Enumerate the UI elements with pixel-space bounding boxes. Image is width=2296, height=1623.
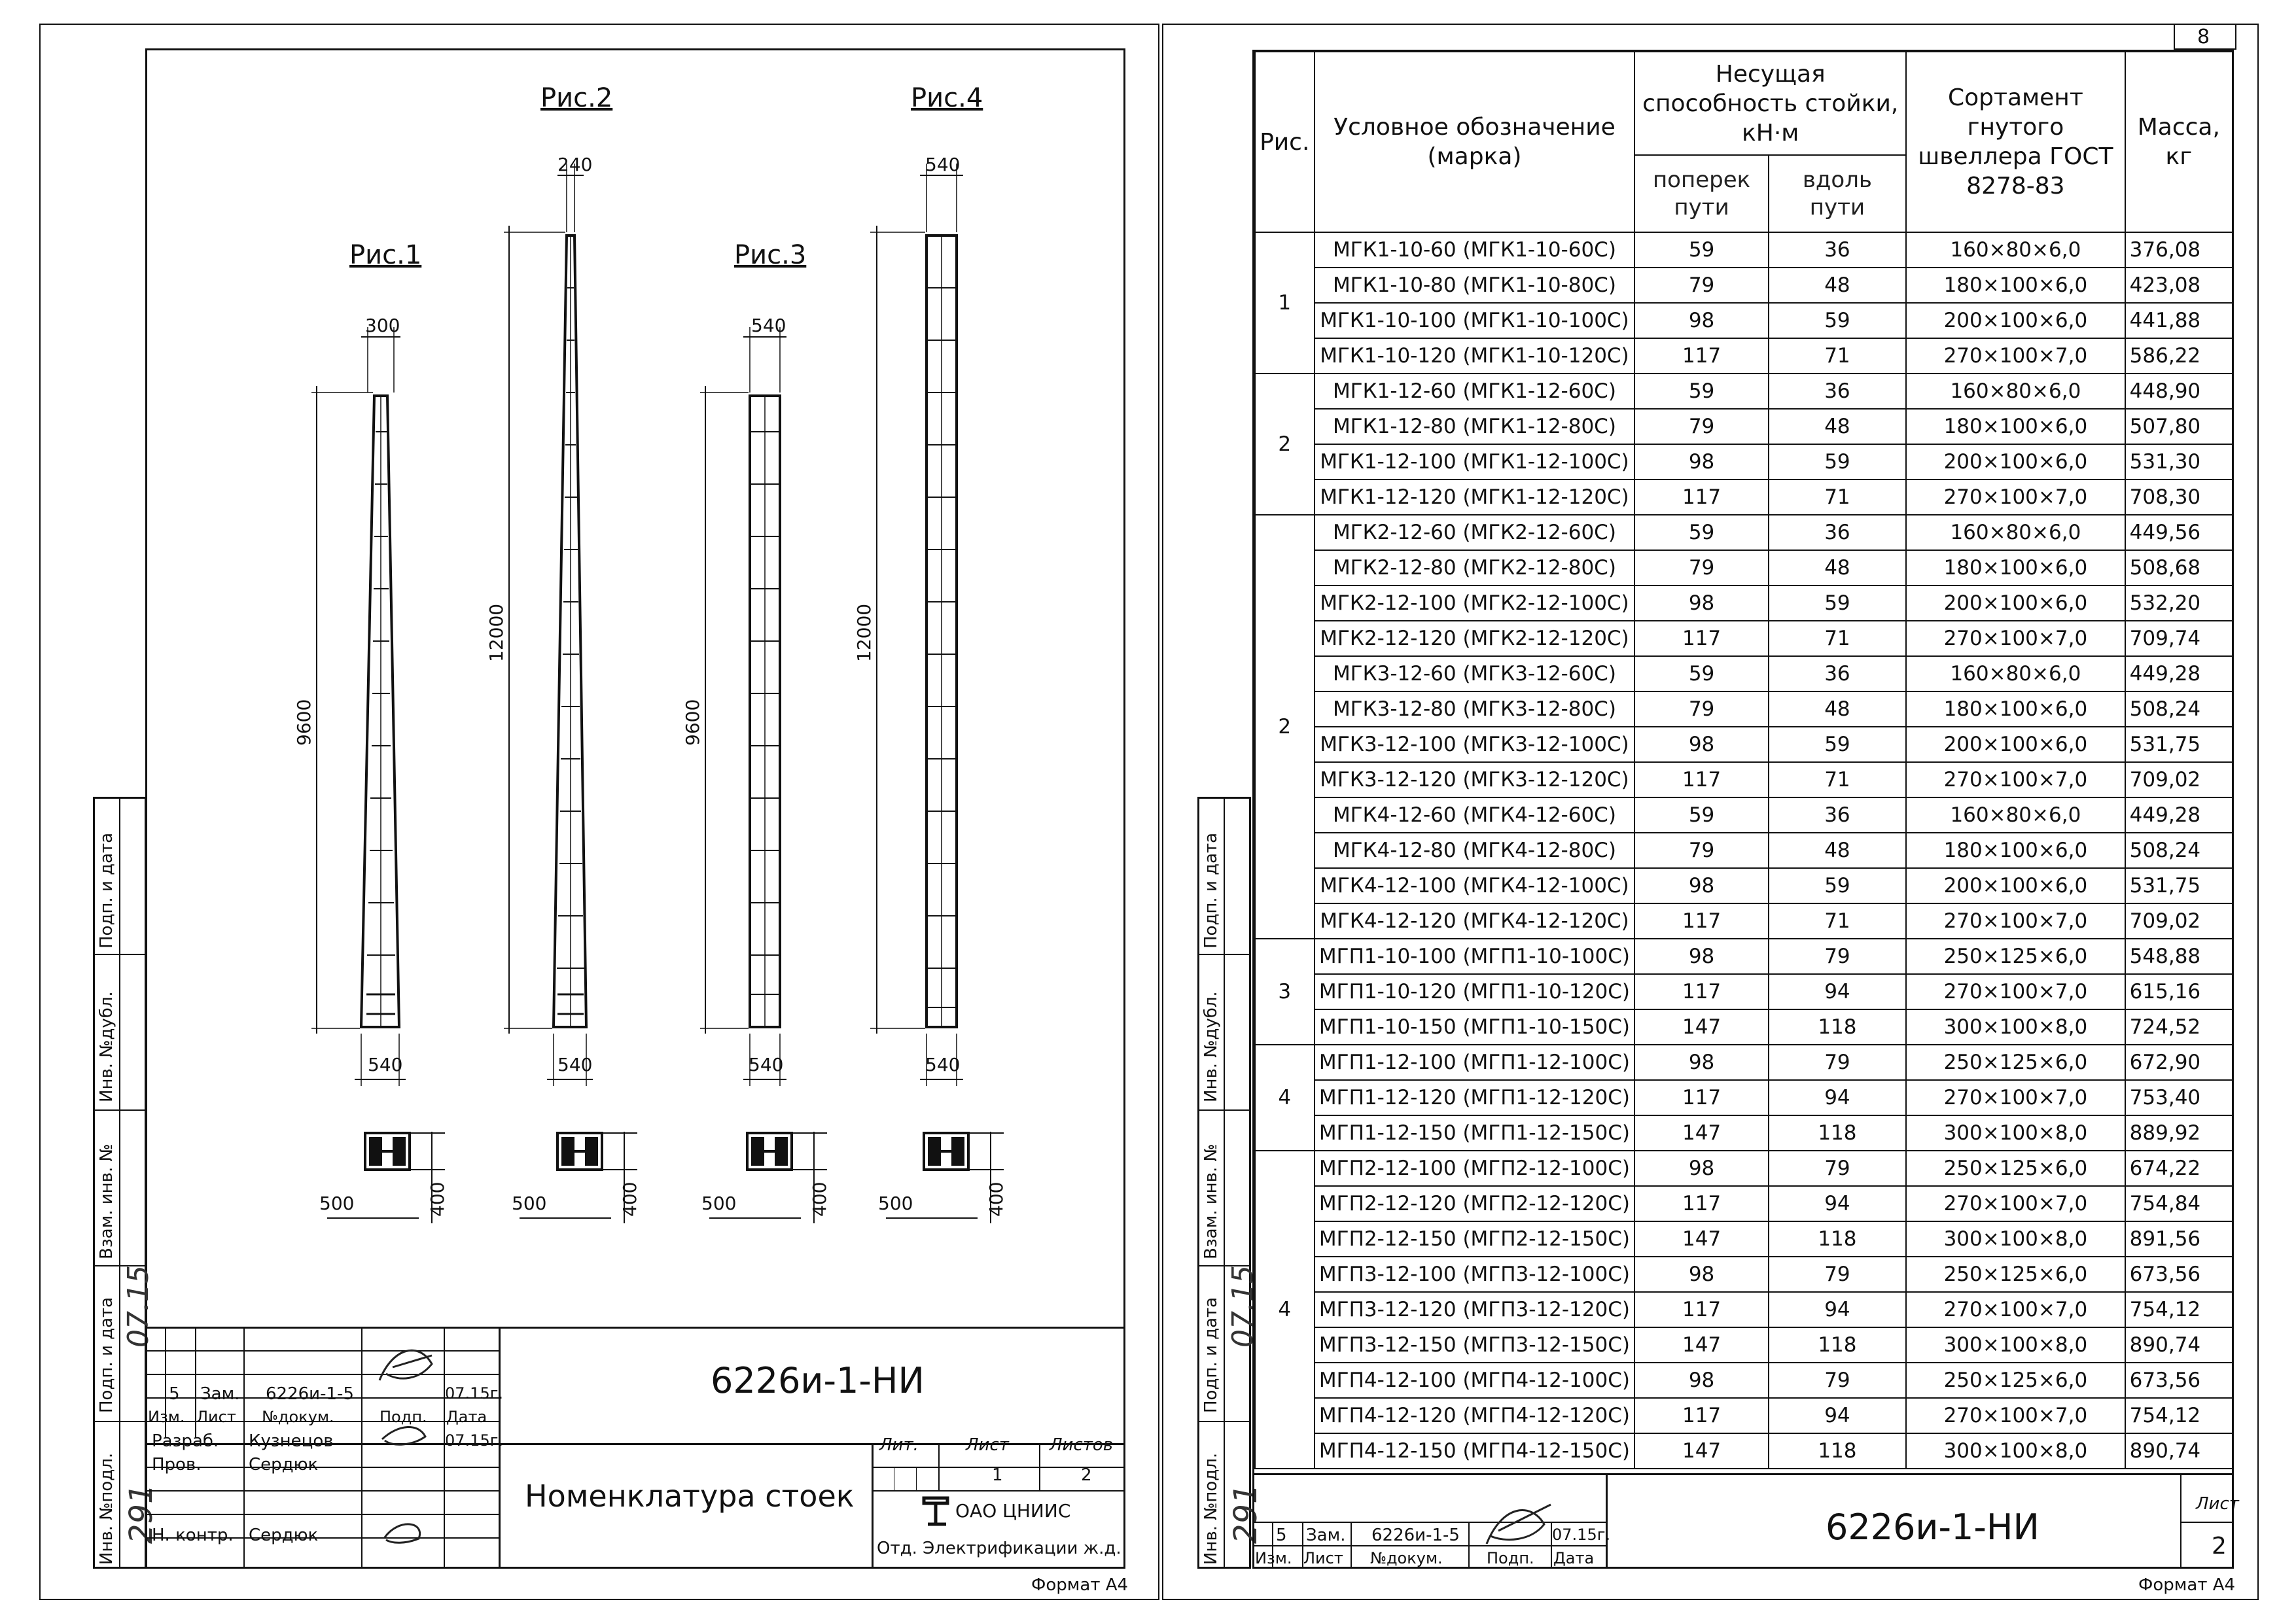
- mark-cell: МГП4-12-120 (МГП4-12-120С): [1315, 1398, 1635, 1433]
- mass-cell: 615,16: [2125, 974, 2233, 1009]
- mass-cell: 891,56: [2125, 1221, 2233, 1257]
- across-capacity-cell: 117: [1634, 974, 1768, 1009]
- mass-cell: 754,84: [2125, 1186, 2233, 1221]
- along-capacity-cell: 59: [1769, 303, 1906, 338]
- across-capacity-cell: 98: [1634, 1363, 1768, 1398]
- across-capacity-cell: 147: [1634, 1327, 1768, 1363]
- across-capacity-cell: 98: [1634, 303, 1768, 338]
- along-capacity-cell: 94: [1769, 1080, 1906, 1115]
- mark-cell: МГК2-12-80 (МГК2-12-80С): [1315, 550, 1635, 585]
- mark-cell: МГК3-12-100 (МГК3-12-100С): [1315, 727, 1635, 762]
- profile-cell: 270×100×7,0: [1906, 621, 2125, 656]
- across-capacity-cell: 79: [1634, 409, 1768, 444]
- right-doc-code: 6226и-1-НИ: [1826, 1507, 2040, 1548]
- across-capacity-cell: 117: [1634, 1080, 1768, 1115]
- along-capacity-cell: 118: [1769, 1221, 1906, 1257]
- fig3-top-width: 540: [751, 315, 786, 336]
- profile-cell: 300×100×8,0: [1906, 1115, 2125, 1151]
- across-capacity-cell: 117: [1634, 762, 1768, 797]
- mass-cell: 890,74: [2125, 1327, 2233, 1363]
- left-rev-zam: Зам.: [200, 1384, 240, 1404]
- handwritten-date: 07.15: [122, 1265, 155, 1348]
- left-hdr-docnum: №докум.: [262, 1408, 334, 1426]
- across-capacity-cell: 59: [1634, 374, 1768, 409]
- across-capacity-cell: 98: [1634, 1257, 1768, 1292]
- fig4-section-w: 500: [878, 1193, 913, 1214]
- mass-cell: 441,88: [2125, 303, 2233, 338]
- mass-cell: 673,56: [2125, 1257, 2233, 1292]
- fig2-top-width: 240: [557, 154, 593, 175]
- across-capacity-cell: 117: [1634, 1292, 1768, 1327]
- profile-cell: 250×125×6,0: [1906, 1257, 2125, 1292]
- mark-cell: МГП1-10-100 (МГП1-10-100С): [1315, 939, 1635, 974]
- along-capacity-cell: 71: [1769, 480, 1906, 515]
- figure-4-label: Рис.4: [911, 83, 983, 113]
- profile-cell: 270×100×7,0: [1906, 762, 2125, 797]
- fig4-top-width: 540: [925, 154, 961, 175]
- along-capacity-cell: 94: [1769, 1398, 1906, 1433]
- mass-cell: 586,22: [2125, 338, 2233, 374]
- fig-number-cell: 4: [1255, 1045, 1315, 1151]
- mass-cell: 548,88: [2125, 939, 2233, 974]
- along-capacity-cell: 94: [1769, 1292, 1906, 1327]
- across-capacity-cell: 117: [1634, 621, 1768, 656]
- header-fig: Рис.: [1255, 52, 1315, 232]
- mark-cell: МГК1-10-80 (МГК1-10-80С): [1315, 268, 1635, 303]
- mass-cell: 724,52: [2125, 1009, 2233, 1045]
- along-capacity-cell: 71: [1769, 338, 1906, 374]
- left-hdr-podp: Подп.: [380, 1408, 427, 1426]
- right-hdr-podp: Подп.: [1487, 1549, 1534, 1567]
- mark-cell: МГК4-12-80 (МГК4-12-80С): [1315, 833, 1635, 868]
- profile-cell: 180×100×6,0: [1906, 409, 2125, 444]
- profile-cell: 200×100×6,0: [1906, 444, 2125, 480]
- mass-cell: 532,20: [2125, 585, 2233, 621]
- right-rev-date: 07.15г.: [1552, 1526, 1610, 1544]
- across-capacity-cell: 147: [1634, 1433, 1768, 1469]
- fig1-section-h: 400: [427, 1181, 448, 1217]
- mark-cell: МГП1-10-120 (МГП1-10-120С): [1315, 974, 1635, 1009]
- profile-cell: 250×125×6,0: [1906, 1151, 2125, 1186]
- fig-number-cell: 2: [1255, 374, 1315, 515]
- mass-cell: 672,90: [2125, 1045, 2233, 1080]
- profile-cell: 250×125×6,0: [1906, 1363, 2125, 1398]
- fig4-section-h: 400: [985, 1181, 1007, 1217]
- mass-cell: 448,90: [2125, 374, 2233, 409]
- side-label-dup-inv: Инв. №дубл.: [97, 991, 116, 1102]
- profile-cell: 300×100×8,0: [1906, 1433, 2125, 1469]
- mark-cell: МГК1-10-120 (МГК1-10-120С): [1315, 338, 1635, 374]
- across-capacity-cell: 59: [1634, 515, 1768, 550]
- left-rev-doc: 6226и-1-5: [266, 1384, 354, 1404]
- left-doc-code: 6226и-1-НИ: [711, 1360, 925, 1401]
- right-hdr-izm: Изм.: [1255, 1549, 1292, 1567]
- left-razrab-role: Разраб.: [152, 1431, 219, 1451]
- fig-number-cell: 4: [1255, 1151, 1315, 1469]
- along-capacity-cell: 36: [1769, 232, 1906, 268]
- profile-cell: 160×80×6,0: [1906, 656, 2125, 691]
- header-across: поперек пути: [1634, 155, 1768, 232]
- mark-cell: МГК4-12-120 (МГК4-12-120С): [1315, 903, 1635, 939]
- mark-cell: МГК2-12-60 (МГК2-12-60С): [1315, 515, 1635, 550]
- profile-cell: 270×100×7,0: [1906, 903, 2125, 939]
- header-mark: Условное обозначение (марка): [1315, 52, 1635, 232]
- along-capacity-cell: 118: [1769, 1115, 1906, 1151]
- mark-cell: МГК1-12-60 (МГК1-12-60С): [1315, 374, 1635, 409]
- left-hdr-data: Дата: [446, 1408, 487, 1426]
- across-capacity-cell: 59: [1634, 797, 1768, 833]
- fig1-height: 9600: [293, 699, 315, 746]
- mark-cell: МГК3-12-120 (МГК3-12-120С): [1315, 762, 1635, 797]
- across-capacity-cell: 98: [1634, 868, 1768, 903]
- mark-cell: МГК1-10-100 (МГК1-10-100С): [1315, 303, 1635, 338]
- mark-cell: МГП1-12-120 (МГП1-12-120С): [1315, 1080, 1635, 1115]
- mass-cell: 531,75: [2125, 727, 2233, 762]
- profile-cell: 200×100×6,0: [1906, 868, 2125, 903]
- fig3-section-h: 400: [809, 1181, 830, 1217]
- left-format: Формат А4: [1031, 1575, 1129, 1595]
- right-hdr-list: Лист: [1303, 1549, 1343, 1567]
- left-prov-name: Сердюк: [249, 1455, 319, 1475]
- right-rev-zam: Зам.: [1306, 1526, 1346, 1545]
- profile-cell: 180×100×6,0: [1906, 833, 2125, 868]
- figure-3-label: Рис.3: [734, 240, 807, 270]
- across-capacity-cell: 79: [1634, 550, 1768, 585]
- along-capacity-cell: 59: [1769, 727, 1906, 762]
- along-capacity-cell: 71: [1769, 762, 1906, 797]
- profile-cell: 300×100×8,0: [1906, 1327, 2125, 1363]
- right-hdr-docnum: №докум.: [1370, 1549, 1443, 1567]
- profile-cell: 180×100×6,0: [1906, 550, 2125, 585]
- along-capacity-cell: 79: [1769, 1045, 1906, 1080]
- left-hdr-list: Лист: [196, 1408, 236, 1426]
- figure-2-label: Рис.2: [540, 83, 613, 113]
- across-capacity-cell: 98: [1634, 1151, 1768, 1186]
- along-capacity-cell: 118: [1769, 1009, 1906, 1045]
- profile-cell: 200×100×6,0: [1906, 727, 2125, 762]
- fig3-height: 9600: [682, 699, 703, 746]
- along-capacity-cell: 94: [1769, 1186, 1906, 1221]
- mark-cell: МГК1-12-100 (МГК1-12-100С): [1315, 444, 1635, 480]
- mark-cell: МГК1-12-120 (МГК1-12-120С): [1315, 480, 1635, 515]
- profile-cell: 250×125×6,0: [1906, 939, 2125, 974]
- along-capacity-cell: 79: [1769, 1363, 1906, 1398]
- across-capacity-cell: 98: [1634, 1045, 1768, 1080]
- fig2-base-width: 540: [557, 1054, 593, 1075]
- profile-cell: 270×100×7,0: [1906, 338, 2125, 374]
- along-capacity-cell: 71: [1769, 621, 1906, 656]
- mark-cell: МГП2-12-150 (МГП2-12-150С): [1315, 1221, 1635, 1257]
- along-capacity-cell: 48: [1769, 268, 1906, 303]
- along-capacity-cell: 79: [1769, 1151, 1906, 1186]
- left-sheet-label: Лист: [966, 1435, 1009, 1455]
- left-rev-num: 5: [169, 1384, 180, 1404]
- side-label-sign-date-2: Подп. и дата: [97, 1297, 116, 1413]
- mass-cell: 709,02: [2125, 762, 2233, 797]
- mark-cell: МГП4-12-100 (МГП4-12-100С): [1315, 1363, 1635, 1398]
- fig4-base-width: 540: [925, 1054, 961, 1075]
- mass-cell: 508,24: [2125, 691, 2233, 727]
- profile-cell: 160×80×6,0: [1906, 797, 2125, 833]
- mark-cell: МГП4-12-150 (МГП4-12-150С): [1315, 1433, 1635, 1469]
- fig3-section-w: 500: [701, 1193, 737, 1214]
- right-side-label-sign-date: Подп. и дата: [1201, 832, 1221, 949]
- along-capacity-cell: 79: [1769, 939, 1906, 974]
- across-capacity-cell: 147: [1634, 1221, 1768, 1257]
- mass-cell: 531,75: [2125, 868, 2233, 903]
- left-prov-role: Пров.: [152, 1455, 202, 1475]
- along-capacity-cell: 48: [1769, 691, 1906, 727]
- mass-cell: 753,40: [2125, 1080, 2233, 1115]
- left-rev-date: 07.15г.: [445, 1384, 503, 1403]
- mass-cell: 674,22: [2125, 1151, 2233, 1186]
- mark-cell: МГП1-12-100 (МГП1-12-100С): [1315, 1045, 1635, 1080]
- right-rev-doc: 6226и-1-5: [1371, 1526, 1460, 1545]
- across-capacity-cell: 117: [1634, 1398, 1768, 1433]
- fig2-section-h: 400: [619, 1181, 641, 1217]
- profile-cell: 270×100×7,0: [1906, 1080, 2125, 1115]
- mark-cell: МГК1-12-80 (МГК1-12-80С): [1315, 409, 1635, 444]
- across-capacity-cell: 98: [1634, 727, 1768, 762]
- across-capacity-cell: 98: [1634, 585, 1768, 621]
- across-capacity-cell: 147: [1634, 1115, 1768, 1151]
- left-org-name: ОАО ЦНИИС: [955, 1500, 1071, 1522]
- along-capacity-cell: 118: [1769, 1327, 1906, 1363]
- profile-cell: 300×100×8,0: [1906, 1221, 2125, 1257]
- profile-cell: 180×100×6,0: [1906, 691, 2125, 727]
- mass-cell: 449,28: [2125, 797, 2233, 833]
- across-capacity-cell: 59: [1634, 656, 1768, 691]
- mark-cell: МГП3-12-150 (МГП3-12-150С): [1315, 1327, 1635, 1363]
- along-capacity-cell: 48: [1769, 550, 1906, 585]
- mark-cell: МГК2-12-100 (МГК2-12-100С): [1315, 585, 1635, 621]
- left-sheet-title: Номенклатура стоек: [525, 1478, 855, 1514]
- along-capacity-cell: 59: [1769, 585, 1906, 621]
- profile-cell: 160×80×6,0: [1906, 515, 2125, 550]
- along-capacity-cell: 36: [1769, 374, 1906, 409]
- mass-cell: 709,74: [2125, 621, 2233, 656]
- mark-cell: МГК3-12-80 (МГК3-12-80С): [1315, 691, 1635, 727]
- mass-cell: 709,02: [2125, 903, 2233, 939]
- mark-cell: МГП1-12-150 (МГП1-12-150С): [1315, 1115, 1635, 1151]
- fig-number-cell: 1: [1255, 232, 1315, 374]
- along-capacity-cell: 118: [1769, 1433, 1906, 1469]
- across-capacity-cell: 117: [1634, 338, 1768, 374]
- mark-cell: МГК3-12-60 (МГК3-12-60С): [1315, 656, 1635, 691]
- across-capacity-cell: 79: [1634, 833, 1768, 868]
- right-format: Формат А4: [2138, 1575, 2236, 1595]
- right-side-label-orig-inv: Инв. №подл.: [1201, 1452, 1221, 1565]
- profile-cell: 160×80×6,0: [1906, 374, 2125, 409]
- fig1-top-width: 300: [365, 315, 400, 336]
- right-side-label-replace-inv: Взам. инв. №: [1201, 1143, 1221, 1259]
- mark-cell: МГП1-10-150 (МГП1-10-150С): [1315, 1009, 1635, 1045]
- mass-cell: 890,74: [2125, 1433, 2233, 1469]
- right-hdr-data: Дата: [1553, 1549, 1595, 1567]
- left-razrab-date: 07.15г.: [445, 1431, 503, 1450]
- fig2-height: 12000: [486, 603, 507, 662]
- mass-cell: 673,56: [2125, 1363, 2233, 1398]
- right-handwritten-date: 07.15: [1226, 1265, 1260, 1348]
- left-razrab-name: Кузнецов: [249, 1431, 334, 1451]
- profile-cell: 270×100×7,0: [1906, 1292, 2125, 1327]
- mark-cell: МГК1-10-60 (МГК1-10-60С): [1315, 232, 1635, 268]
- mass-cell: 754,12: [2125, 1292, 2233, 1327]
- right-page-number: 8: [2197, 26, 2210, 48]
- profile-cell: 160×80×6,0: [1906, 232, 2125, 268]
- along-capacity-cell: 36: [1769, 797, 1906, 833]
- mass-cell: 508,24: [2125, 833, 2233, 868]
- across-capacity-cell: 147: [1634, 1009, 1768, 1045]
- profile-cell: 270×100×7,0: [1906, 1186, 2125, 1221]
- profile-cell: 200×100×6,0: [1906, 585, 2125, 621]
- right-side-label-dup-inv: Инв. №дубл.: [1201, 991, 1221, 1102]
- left-sheet-number: 1: [992, 1465, 1003, 1485]
- along-capacity-cell: 36: [1769, 656, 1906, 691]
- fig3-base-width: 540: [749, 1054, 784, 1075]
- mass-cell: 449,56: [2125, 515, 2233, 550]
- profile-cell: 180×100×6,0: [1906, 268, 2125, 303]
- across-capacity-cell: 98: [1634, 444, 1768, 480]
- mark-cell: МГП3-12-120 (МГП3-12-120С): [1315, 1292, 1635, 1327]
- across-capacity-cell: 59: [1634, 232, 1768, 268]
- fig4-height: 12000: [853, 603, 875, 662]
- left-lit-label: Лит.: [879, 1435, 919, 1455]
- across-capacity-cell: 117: [1634, 1186, 1768, 1221]
- side-label-replace-inv: Взам. инв. №: [97, 1143, 116, 1259]
- mark-cell: МГК4-12-100 (МГК4-12-100С): [1315, 868, 1635, 903]
- mass-cell: 507,80: [2125, 409, 2233, 444]
- across-capacity-cell: 79: [1634, 268, 1768, 303]
- fig1-base-width: 540: [368, 1054, 403, 1075]
- left-nkontr-name: Сердюк: [249, 1526, 319, 1545]
- header-capacity: Несущая способность стойки, кН·м: [1634, 52, 1906, 155]
- left-nkontr-role: Н. контр.: [152, 1526, 234, 1545]
- profile-cell: 270×100×7,0: [1906, 1398, 2125, 1433]
- across-capacity-cell: 117: [1634, 480, 1768, 515]
- mass-cell: 449,28: [2125, 656, 2233, 691]
- mass-cell: 423,08: [2125, 268, 2233, 303]
- mass-cell: 889,92: [2125, 1115, 2233, 1151]
- profile-cell: 270×100×7,0: [1906, 974, 2125, 1009]
- along-capacity-cell: 71: [1769, 903, 1906, 939]
- along-capacity-cell: 48: [1769, 409, 1906, 444]
- mass-cell: 508,68: [2125, 550, 2233, 585]
- fig1-section-w: 500: [319, 1193, 355, 1214]
- right-sheet-label: Лист: [2196, 1494, 2239, 1514]
- along-capacity-cell: 59: [1769, 868, 1906, 903]
- mass-cell: 376,08: [2125, 232, 2233, 268]
- along-capacity-cell: 36: [1769, 515, 1906, 550]
- right-sheet-number: 2: [2212, 1533, 2227, 1560]
- mass-cell: 754,12: [2125, 1398, 2233, 1433]
- fig2-section-w: 500: [512, 1193, 547, 1214]
- along-capacity-cell: 94: [1769, 974, 1906, 1009]
- left-dept-name: Отд. Электрификации ж.д.: [877, 1539, 1122, 1558]
- side-label-orig-inv: Инв. №подл.: [97, 1452, 116, 1565]
- fig-number-cell: 2: [1255, 515, 1315, 939]
- mark-cell: МГК2-12-120 (МГК2-12-120С): [1315, 621, 1635, 656]
- along-capacity-cell: 79: [1769, 1257, 1906, 1292]
- along-capacity-cell: 48: [1769, 833, 1906, 868]
- header-mass: Масса, кг: [2125, 52, 2233, 232]
- profile-cell: 300×100×8,0: [1906, 1009, 2125, 1045]
- across-capacity-cell: 98: [1634, 939, 1768, 974]
- along-capacity-cell: 59: [1769, 444, 1906, 480]
- header-profile: Сортамент гнутого швеллера ГОСТ 8278-83: [1906, 52, 2125, 232]
- left-hdr-izm: Изм.: [148, 1408, 185, 1426]
- side-label-sign-date: Подп. и дата: [97, 832, 116, 949]
- profile-cell: 270×100×7,0: [1906, 480, 2125, 515]
- profile-cell: 250×125×6,0: [1906, 1045, 2125, 1080]
- handwritten-inv: 291: [123, 1484, 160, 1544]
- profile-cell: 200×100×6,0: [1906, 303, 2125, 338]
- fig-number-cell: 3: [1255, 939, 1315, 1045]
- mark-cell: МГК4-12-60 (МГК4-12-60С): [1315, 797, 1635, 833]
- left-sheets-number: 2: [1081, 1465, 1092, 1485]
- mark-cell: МГП3-12-100 (МГП3-12-100С): [1315, 1257, 1635, 1292]
- mark-cell: МГП2-12-120 (МГП2-12-120С): [1315, 1186, 1635, 1221]
- figure-1-label: Рис.1: [349, 240, 422, 270]
- mass-cell: 531,30: [2125, 444, 2233, 480]
- left-sheets-label: Листов: [1050, 1435, 1114, 1455]
- right-handwritten-inv: 291: [1227, 1484, 1264, 1544]
- right-rev-num: 5: [1276, 1526, 1287, 1545]
- mass-cell: 708,30: [2125, 480, 2233, 515]
- right-side-label-sign-date-2: Подп. и дата: [1201, 1297, 1221, 1413]
- across-capacity-cell: 117: [1634, 903, 1768, 939]
- header-along: вдоль пути: [1769, 155, 1906, 232]
- across-capacity-cell: 79: [1634, 691, 1768, 727]
- mark-cell: МГП2-12-100 (МГП2-12-100С): [1315, 1151, 1635, 1186]
